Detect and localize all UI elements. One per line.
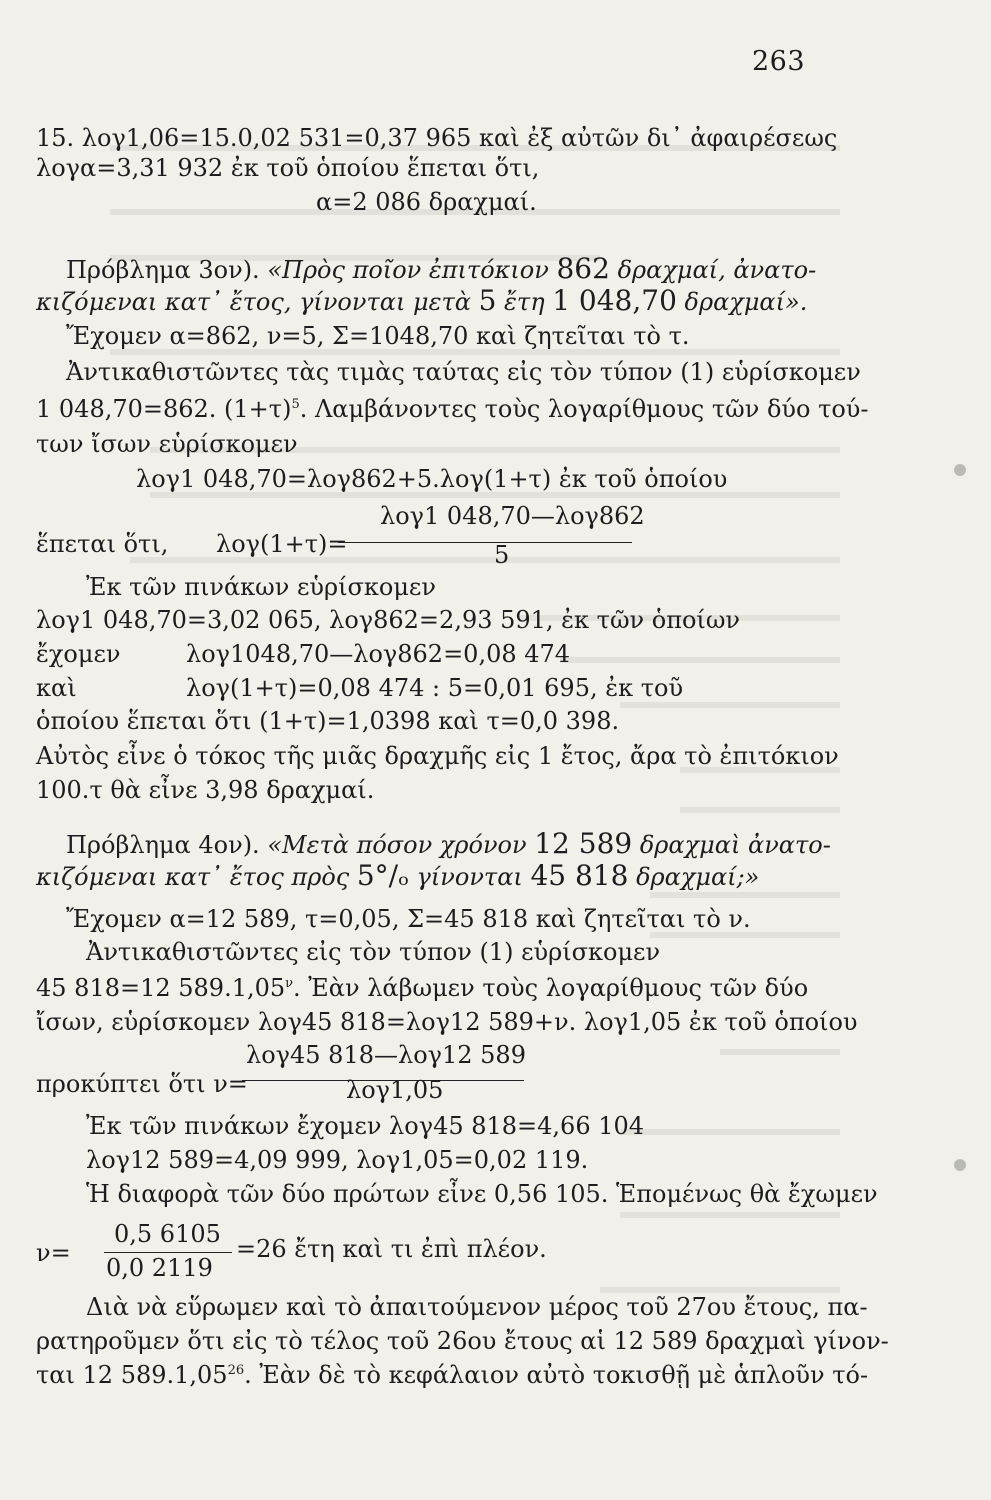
number-figure: 862 (556, 252, 610, 285)
equation-line: λογ(1+τ)= (216, 530, 348, 558)
page-number: 263 (752, 46, 806, 77)
text-line: Αὐτὸς εἶνε ὁ τόκος τῆς μιᾶς δραχμῆς εἰς 1 ἔτος, ἄρα τὸ ἐπιτόκιον (36, 742, 839, 770)
equation-line: προκύπτει ὅτι ν= (36, 1070, 248, 1098)
problem-label: Πρόβλημα 3ον). (66, 256, 260, 284)
equation-line: λογ1 048,70=λογ862+5.λογ(1+τ) ἐκ τοῦ ὁποίου (136, 465, 728, 493)
text-line: α=2 086 δραχμαί. (316, 188, 537, 216)
exponent: 26 (227, 1363, 245, 1378)
text-line: λογα=3,31 932 ἐκ τοῦ ὁποίου ἕπεται ὅτι, (36, 154, 540, 182)
problem-statement: «Πρὸς ποῖον ἐπιτόκιον (267, 256, 557, 284)
fraction-numerator: λογ1 048,70—λογ862 (380, 502, 645, 530)
text-line: ἕπεται ὅτι, (36, 530, 169, 558)
problem-4-heading (66, 827, 831, 860)
problem-statement: «Μετὰ πόσον χρόνον (267, 831, 535, 859)
number-figure: 5 (478, 284, 497, 317)
problem-label: Πρόβλημα 4ον). (66, 831, 260, 859)
problem-statement: δραχμαί;» (628, 863, 760, 891)
exponent: 5 (291, 397, 300, 412)
equation-line: λογ1048,70—λογ862=0,08 474 (186, 640, 571, 668)
problem-statement: κιζόμεναι κατ᾽ ἔτος, γίνονται μετὰ (36, 288, 479, 316)
text-line: Ἡ διαφορὰ τῶν δύο πρώτων εἶνε 0,56 105. Ἑπομένως θὰ ἔχωμεν (86, 1180, 878, 1208)
equation-line: ν= (36, 1239, 71, 1267)
number-figure: 5°/ₒ (356, 859, 409, 892)
text-line: ται 12 589.1,05$^{26}$. Ἐὰν δὲ τὸ κεφάλαιον αὐτὸ τοκισθῇ μὲ ἁπλοῦν τό- (36, 1361, 869, 1389)
text-line: ἔχομεν (36, 640, 121, 668)
problem-statement: δραχμαὶ ἀνατο- (632, 831, 831, 859)
text-line: 15. λογ1,06=15.0,02 531=0,37 965 καὶ ἐξ αὐτῶν δι᾽ ἀφαιρέσεως (36, 124, 838, 152)
text-line: Διὰ νὰ εὕρωμεν καὶ τὸ ἀπαιτούμενον μέρος τοῦ 27ου ἔτους, πα- (86, 1293, 868, 1321)
fraction-numerator: λογ45 818—λογ12 589 (246, 1041, 526, 1069)
text-line: Ἐκ τῶν πινάκων εὑρίσκομεν (86, 573, 436, 601)
fraction-denominator: λογ1,05 (346, 1076, 444, 1104)
text-line: Ἀντικαθιστῶντες εἰς τὸν τύπον (1) εὑρίσκομεν (86, 938, 661, 966)
fraction-numerator: 0,5 6105 (114, 1220, 221, 1248)
problem-3-heading (66, 252, 817, 285)
fraction-bar (338, 542, 632, 543)
equation-line: λογ(1+τ)=0,08 474 : 5=0,01 695, ἐκ τοῦ (186, 674, 684, 702)
text-line: λογ1 048,70=3,02 065, λογ862=2,93 591, ἐκ τῶν ὁποίων (36, 606, 740, 634)
fraction-denominator: 5 (494, 541, 510, 569)
problem-statement: δραχμαί». (676, 288, 808, 316)
text-line: ἴσων, εὑρίσκομεν λογ45 818=λογ12 589+ν. λογ1,05 ἐκ τοῦ ὁποίου (36, 1008, 858, 1036)
text-line: λογ12 589=4,09 999, λογ1,05=0,02 119. (86, 1146, 589, 1174)
text-line: ὁποίου ἕπεται ὅτι (1+τ)=1,0398 καὶ τ=0,0 398. (36, 707, 620, 735)
problem-statement: δραχμαί, ἀνατο- (609, 256, 817, 284)
fraction-denominator: 0,0 2119 (106, 1254, 213, 1282)
text-line: Ἔχομεν α=12 589, τ=0,05, Σ=45 818 καὶ ζητεῖται τὸ ν. (66, 905, 751, 933)
exponent: ν (285, 976, 294, 991)
text-line: ρατηροῦμεν ὅτι εἰς τὸ τέλος τοῦ 26ου ἔτους αἱ 12 589 δραχμαὶ γίνον- (36, 1327, 889, 1355)
problem-statement: κιζόμεναι κατ᾽ ἔτος πρὸς (36, 863, 357, 891)
problem-3-statement-cont (36, 284, 808, 317)
text-line: καὶ (36, 674, 77, 702)
number-figure: 12 589 (534, 827, 633, 860)
problem-statement: γίνονται (408, 863, 531, 891)
problem-statement: ἔτη (496, 288, 553, 316)
equation-line: =26 ἔτη καὶ τι ἐπὶ πλέον. (236, 1235, 547, 1263)
text-line: 45 818=12 $589.1,05^\nu$. Ἐὰν λάβωμεν τοὺς λογαρίθμους τῶν δύο (36, 974, 809, 1002)
number-figure: 45 818 (530, 859, 629, 892)
fraction-bar (104, 1252, 232, 1253)
text-line: των ἴσων εὑρίσκομεν (36, 430, 298, 458)
text-line: Ἀντικαθιστῶντες τὰς τιμὰς ταύτας εἰς τὸν τύπον (1) εὑρίσκομεν (66, 358, 861, 386)
text-line: 1 048,70=862. $(1+\tau)^5$. Λαμβάνοντες τοὺς λογαρίθμους τῶν δύο τού- (36, 395, 869, 423)
problem-4-statement-cont (36, 859, 760, 892)
text-line: Ἔχομεν α=862, ν=5, Σ=1048,70 καὶ ζητεῖται τὸ τ. (66, 322, 690, 350)
number-figure: 1 048,70 (552, 284, 677, 317)
text-line: Ἐκ τῶν πινάκων ἔχομεν λογ45 818=4,66 104 (86, 1112, 645, 1140)
text-line: 100.τ θὰ εἶνε 3,98 δραχμαί. (36, 776, 375, 804)
